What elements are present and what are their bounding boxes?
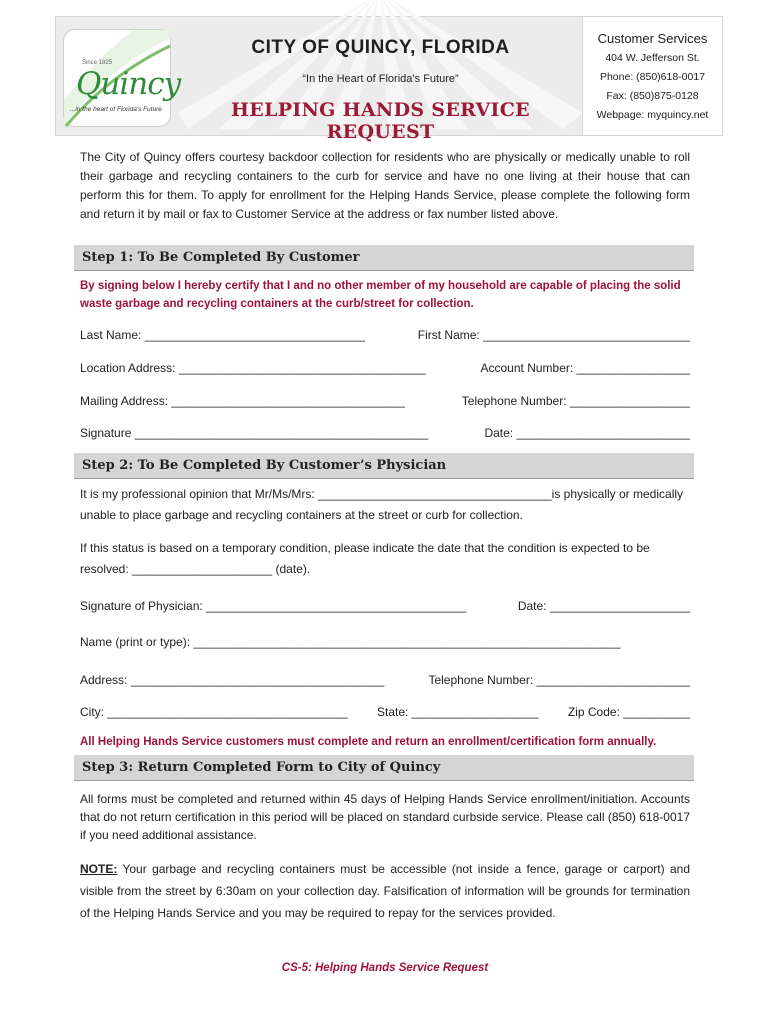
step3-heading: Step 3: Return Completed Form to City of Quincy: [74, 755, 694, 781]
city-tagline: “In the Heart of Florida’s Future”: [302, 73, 459, 85]
physician-city-field[interactable]: City: ____________________________________: [80, 705, 348, 719]
physician-signature-field[interactable]: Signature of Physician: _______________________________________: [80, 599, 467, 613]
city-logo: [63, 29, 181, 127]
name-row: [80, 326, 690, 344]
step1-heading: Step 1: To Be Completed By Customer: [74, 245, 694, 271]
customer-services-phone: Phone: (850)618-0017: [599, 71, 706, 83]
customer-services-address: 404 W. Jefferson St.: [605, 52, 700, 64]
physician-signature-row: [80, 597, 690, 615]
title-area: [178, 23, 583, 143]
temporary-condition: If this status is based on a temporary condition, please indicate the date that the condition is expected to be resolved: _____________________ (date).: [80, 541, 650, 576]
return-instructions: All forms must be completed and returned within 45 days of Helping Hands Service enrollment/initiation. Accounts that do not return certification in this period will be placed on standard curbside service. Please call (850) 618-0017 if you need additional assistance.: [80, 792, 690, 842]
last-name-field[interactable]: Last Name: _________________________________: [80, 328, 365, 342]
customer-date-field[interactable]: Date: __________________________: [484, 426, 690, 440]
customer-services-title: Customer Services: [597, 31, 708, 46]
intro-paragraph: The City of Quincy offers courtesy backdoor collection for residents who are physically or medically unable to roll their garbage and recycling containers to the curb for service and have no one living at their house that can perform this for them. To apply for enrollment for the Helping Hands Service, please complete the following form and return it by mail or fax to Customer Service at the address or fax number listed above.: [80, 150, 690, 221]
telephone-field[interactable]: Telephone Number: __________________: [461, 394, 690, 408]
letterhead: [55, 16, 723, 143]
physician-state-field[interactable]: State: ___________________: [376, 705, 539, 719]
customer-services-box: [582, 17, 722, 135]
logo-tagline: ...in the heart of Florida's Future: [70, 106, 162, 113]
logo-since: Since 1825: [82, 60, 113, 66]
form-footer: CS-5: Helping Hands Service Request: [281, 962, 489, 974]
customer-signature-field[interactable]: Signature ____________________________________________: [80, 426, 429, 440]
physician-name-field[interactable]: Name (print or type): ________________________________________________________________: [80, 635, 621, 649]
location-address-field[interactable]: Location Address: _____________________________________: [80, 361, 426, 375]
account-number-field[interactable]: Account Number: _________________: [480, 361, 690, 375]
physician-telephone-field[interactable]: Telephone Number: _______________________: [428, 673, 690, 687]
physician-opinion: It is my professional opinion that Mr/Ms/Mrs: ___________________________________is physically or medically unable to place garbage and recycling containers at the street or curb for collection.: [80, 487, 684, 522]
mailing-address-field[interactable]: Mailing Address: ___________________________________: [80, 394, 405, 408]
physician-zip-field[interactable]: Zip Code: __________: [567, 705, 690, 719]
first-name-field[interactable]: First Name: _______________________________: [417, 328, 690, 342]
form-title: HELPING HANDS SERVICE REQUEST: [231, 99, 530, 143]
physician-address-row: [80, 671, 690, 689]
physician-address-field[interactable]: Address: ______________________________________: [80, 673, 385, 687]
note-label: NOTE:: [80, 862, 118, 876]
physician-name-row: [80, 633, 690, 651]
city-title: CITY OF QUINCY, FLORIDA: [251, 37, 510, 58]
note-paragraph: [80, 858, 690, 924]
note-text: Your garbage and recycling containers must be accessible (not inside a fence, garage or carport) and visible from the street by 6:30am on your collection day. Falsification of information will be grounds for termination of the Helping Hands Service and you may be required to repay for the services provided.: [80, 862, 690, 920]
location-row: [80, 359, 690, 377]
step2-heading: Step 2: To Be Completed By Customer’s Physician: [74, 453, 694, 479]
logo-wordmark: Quincy: [76, 66, 181, 102]
annual-form-note: All Helping Hands Service customers must complete and return an enrollment/certification form annually.: [80, 736, 657, 748]
customer-services-web: Webpage: myquincy.net: [596, 109, 709, 121]
signature-row: [80, 424, 690, 442]
physician-date-field[interactable]: Date: _____________________: [517, 599, 690, 613]
step1-certification: By signing below I hereby certify that I and no other member of my household are capable of placing the solid waste garbage and recycling containers at the curb/street for collection.: [80, 280, 681, 310]
customer-services-fax: Fax: (850)875-0128: [606, 90, 699, 102]
mailing-row: [80, 392, 690, 410]
physician-city-row: [80, 703, 690, 721]
